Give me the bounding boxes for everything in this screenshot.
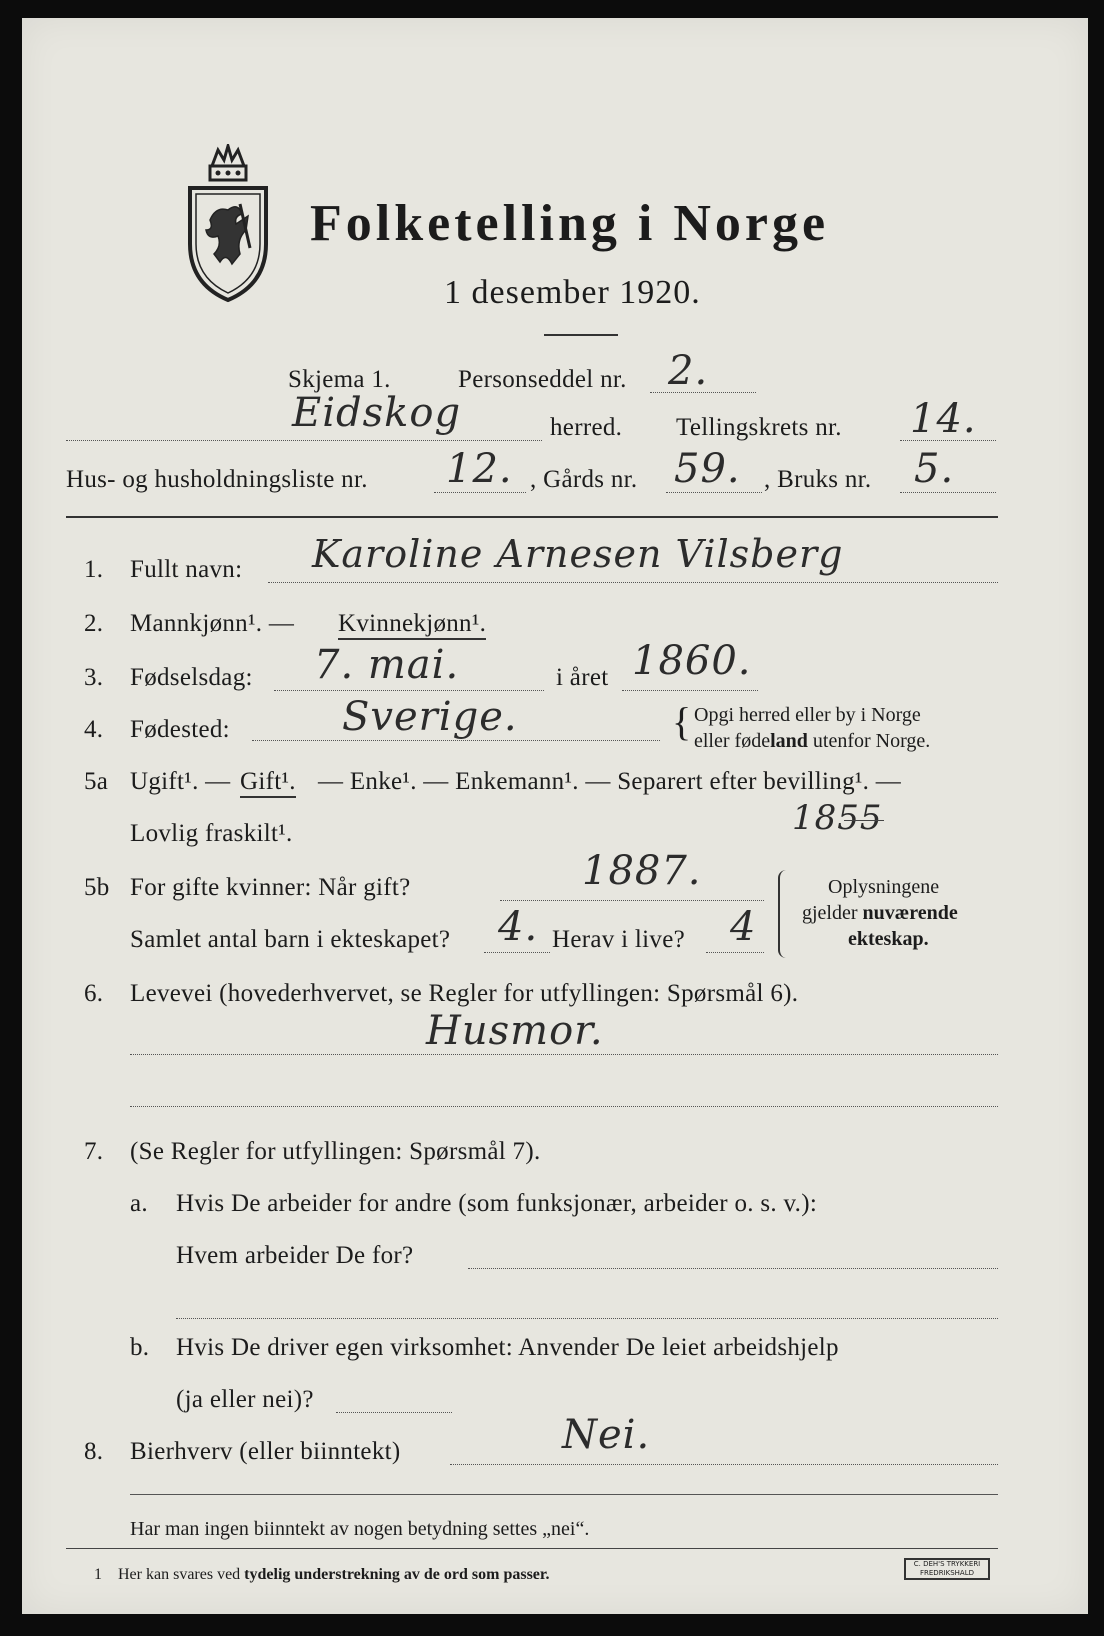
q5a-note: 1855 bbox=[792, 798, 883, 838]
q6-line2 bbox=[130, 1106, 998, 1107]
q7-label: (Se Regler for utfyllingen: Spørsmål 7). bbox=[130, 1138, 541, 1165]
census-date: 1 desember 1920. bbox=[444, 274, 701, 311]
q8-line bbox=[450, 1464, 998, 1465]
tellingskrets-line bbox=[900, 440, 996, 441]
q3-number: 3. bbox=[84, 664, 104, 691]
q7b-line2: (ja eller nei)? bbox=[176, 1386, 314, 1413]
q5b-label: For gifte kvinner: Når gift? bbox=[130, 874, 411, 901]
q5b-live-line bbox=[706, 952, 764, 953]
section-divider bbox=[66, 516, 998, 518]
q5b-note-line1: Oplysningene bbox=[828, 876, 940, 898]
q5a-rest: — Enke¹. — Enkemann¹. — Separert efter bevilling¹. — bbox=[318, 768, 902, 795]
q8-value: Nei. bbox=[562, 1412, 651, 1458]
census-form bbox=[22, 18, 1088, 1614]
herred-label: herred. bbox=[550, 414, 623, 441]
q4-line bbox=[252, 740, 660, 741]
q3-line bbox=[274, 690, 544, 691]
gards-line bbox=[666, 492, 762, 493]
q5b-line bbox=[500, 900, 764, 901]
q7a-answer-line bbox=[468, 1268, 998, 1269]
q1-number: 1. bbox=[84, 556, 104, 583]
q1-value: Karoline Arnesen Vilsberg bbox=[312, 532, 844, 576]
q5a-note-stroke bbox=[844, 820, 884, 821]
norwegian-coat-of-arms-icon bbox=[184, 144, 272, 304]
q3-year-line bbox=[622, 690, 758, 691]
q5a-gift: Gift¹. bbox=[240, 768, 296, 798]
bruks-label: , Bruks nr. bbox=[764, 466, 872, 493]
herred-value: Eidskog bbox=[292, 390, 462, 436]
personseddel-line bbox=[650, 392, 756, 393]
q7b-letter: b. bbox=[130, 1334, 150, 1361]
q7a-letter: a. bbox=[130, 1190, 148, 1217]
husliste-label: Hus- og husholdningsliste nr. bbox=[66, 466, 368, 493]
q4-label: Fødested: bbox=[130, 716, 230, 743]
q3-label: Fødselsdag: bbox=[130, 664, 253, 691]
title-divider bbox=[544, 334, 618, 336]
personseddel-label: Personseddel nr. bbox=[458, 366, 627, 393]
printer-stamp: C. DEH'S TRYKKERI FREDRIKSHALD bbox=[904, 1558, 990, 1580]
q5b-note-line3: ekteskap. bbox=[848, 928, 929, 950]
q1-label: Fullt navn: bbox=[130, 556, 243, 583]
q4-number: 4. bbox=[84, 716, 104, 743]
husliste-line bbox=[434, 492, 526, 493]
q4-value: Sverige. bbox=[342, 694, 518, 740]
q8-label: Bierhverv (eller biinntekt) bbox=[130, 1438, 401, 1465]
q5a-line2: Lovlig fraskilt¹. bbox=[130, 820, 293, 847]
q5b-value: 1887. bbox=[582, 848, 702, 894]
herred-line bbox=[66, 440, 542, 441]
q4-note-line2: eller fødeland utenfor Norge. bbox=[694, 730, 931, 752]
q2-mann: Mannkjønn¹. — bbox=[130, 610, 295, 637]
q3-value: 7. mai. bbox=[314, 642, 460, 688]
tellingskrets-label: Tellingskrets nr. bbox=[676, 414, 842, 441]
q4-note-line1: Opgi herred eller by i Norge bbox=[694, 704, 921, 726]
q5b-barn-value: 4. bbox=[498, 904, 539, 950]
q5b-number: 5b bbox=[84, 874, 110, 901]
q1-line bbox=[268, 582, 998, 583]
q7-number: 7. bbox=[84, 1138, 104, 1165]
gards-label: , Gårds nr. bbox=[530, 466, 638, 493]
q2-number: 2. bbox=[84, 610, 104, 637]
q6-value: Husmor. bbox=[426, 1008, 604, 1054]
personseddel-value: 2. bbox=[668, 348, 709, 394]
q7b-answer-line bbox=[336, 1412, 452, 1413]
q5b-live-label: Herav i live? bbox=[552, 926, 686, 953]
q5a-ugift: Ugift¹. — bbox=[130, 768, 231, 795]
q6-line1 bbox=[130, 1054, 998, 1055]
q5b-live-value: 4 bbox=[730, 904, 757, 950]
q5b-barn-label: Samlet antal barn i ekteskapet? bbox=[130, 926, 451, 953]
q6-number: 6. bbox=[84, 980, 104, 1007]
footnote-number: 1 bbox=[94, 1566, 102, 1583]
q7a-line2: Hvem arbeider De for? bbox=[176, 1242, 414, 1269]
husliste-value: 12. bbox=[446, 446, 513, 492]
tellingskrets-value: 14. bbox=[910, 396, 977, 442]
q5b-brace bbox=[778, 870, 786, 958]
schema-label: Skjema 1. bbox=[288, 366, 391, 393]
gards-value: 59. bbox=[674, 446, 741, 492]
q5b-note-line2: gjelder nuværende bbox=[802, 902, 958, 924]
q3-year-value: 1860. bbox=[632, 638, 752, 684]
bruks-value: 5. bbox=[914, 446, 955, 492]
footer-divider bbox=[130, 1494, 998, 1495]
q6-label: Levevei (hovederhvervet, se Regler for utfyllingen: Spørsmål 6). bbox=[130, 980, 799, 1007]
q3-year-label: i året bbox=[556, 664, 609, 691]
form-title: Folketelling i Norge bbox=[310, 195, 830, 252]
q7a-extra-line bbox=[176, 1318, 998, 1319]
q5b-barn-line bbox=[484, 952, 550, 953]
q5a-number: 5a bbox=[84, 768, 109, 795]
footnote-divider bbox=[66, 1548, 998, 1549]
q8-number: 8. bbox=[84, 1438, 104, 1465]
footnote-text: Her kan svares ved tydelig understrekning av de ord som passer. bbox=[118, 1566, 550, 1583]
footer-note: Har man ingen biinntekt av nogen betydning settes „nei“. bbox=[130, 1518, 590, 1540]
q4-brace: { bbox=[672, 699, 692, 744]
q7a-label: Hvis De arbeider for andre (som funksjonær, arbeider o. s. v.): bbox=[176, 1190, 818, 1217]
q2-kvinne: Kvinnekjønn¹. bbox=[338, 610, 486, 640]
q7b-label: Hvis De driver egen virksomhet: Anvender De leiet arbeidshjelp bbox=[176, 1334, 839, 1361]
bruks-line bbox=[900, 492, 996, 493]
